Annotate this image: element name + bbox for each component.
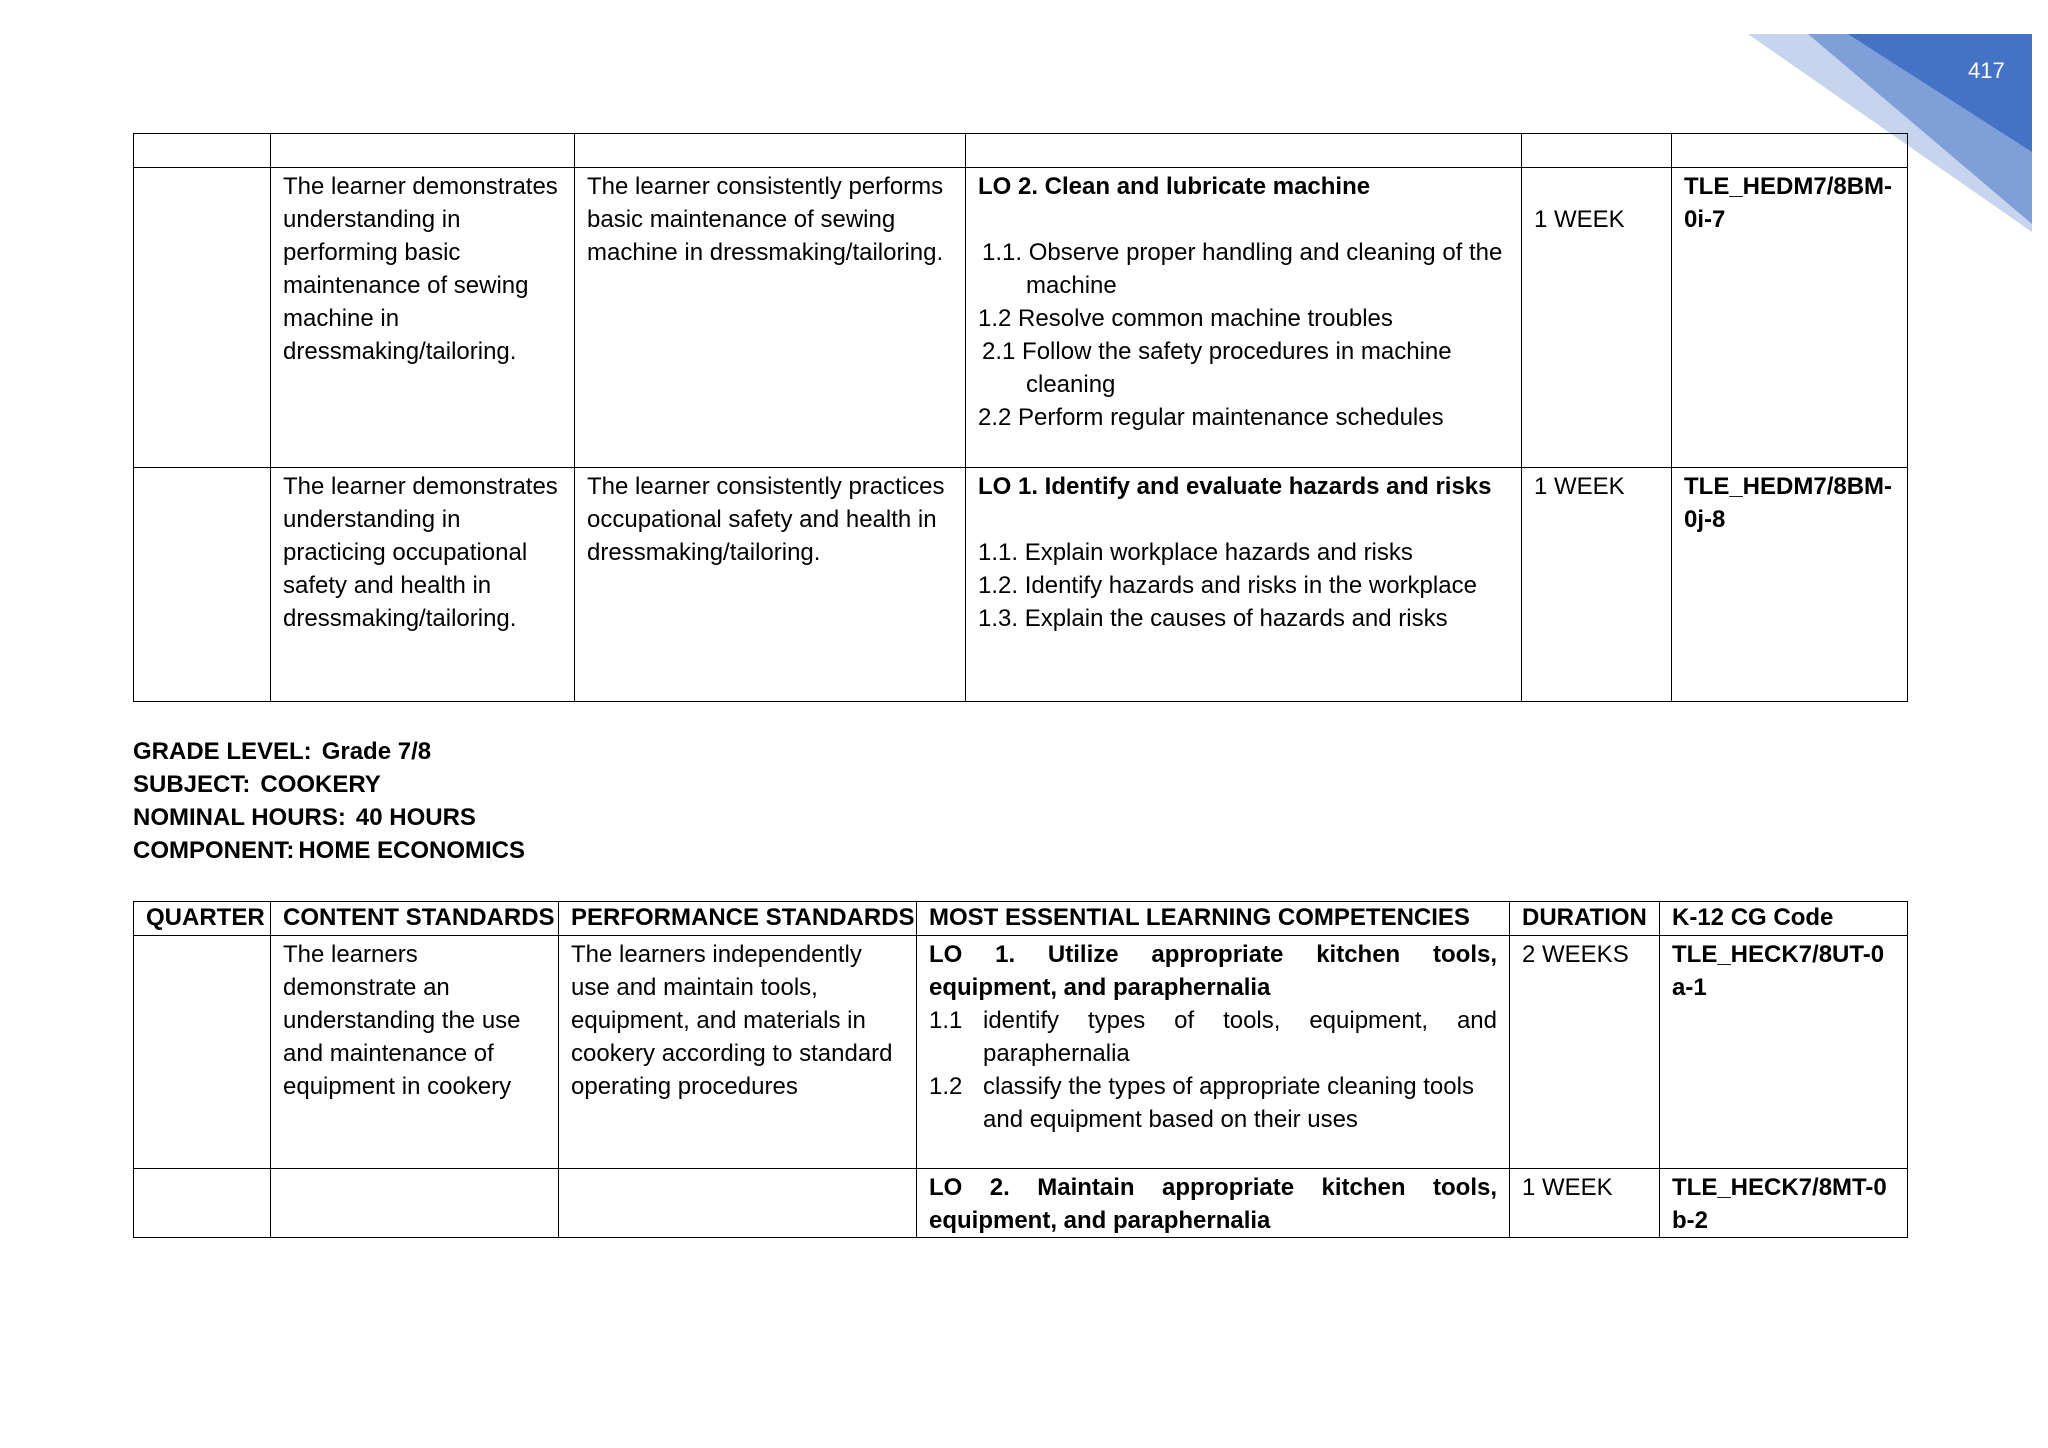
header-performance-standards: PERFORMANCE STANDARDS [559,902,917,936]
competencies-cell [917,1169,1510,1238]
cg-code: TLE_HECK7/8MT-0b-2 [1660,1169,1908,1238]
grade-level-line: GRADE LEVEL: Grade 7/8 [133,738,432,765]
performance-standard: The learner consistently practices occupational safety and health in dressmaking/tailoring. [575,468,966,702]
cookery-table [133,901,1908,1238]
performance-standard: The learner consistently performs basic maintenance of sewing machine in dressmaking/tailoring. [575,168,966,468]
dressmaking-table [133,133,1908,702]
lo-title: LO 2. Maintain appropriate kitchen tools, equipment, and paraphernalia [929,1174,1497,1234]
lo-title: LO 2. Clean and lubricate machine [978,173,1371,200]
header-quarter: QUARTER [134,902,271,936]
competency-item: 1.3. Explain the causes of hazards and risks [978,605,1448,632]
table-row [134,168,1908,468]
cg-code: TLE_HEDM7/8BM-0j-8 [1672,468,1908,702]
header-content-standards: CONTENT STANDARDS [271,902,559,936]
content-standard: The learner demonstrates understanding in performing basic maintenance of sewing machine in dressmaking/tailoring. [271,168,575,468]
table-header-row-empty [134,134,1908,168]
duration-cell: 1 WEEK [1522,468,1672,702]
competencies-cell [966,468,1522,702]
duration-cell: 2 WEEKS [1510,936,1660,1169]
competency-item: 1.1. Explain workplace hazards and risks [978,539,1413,566]
lo-title: LO 1. Identify and evaluate hazards and risks [978,473,1492,500]
performance-standard: The learners independently use and maintain tools, equipment, and materials in cookery according to standard operating procedures [559,936,917,1169]
competency-item: 1.2. Identify hazards and risks in the workplace [978,572,1477,599]
table-row [134,1169,1908,1238]
competency-item: 2.2 Perform regular maintenance schedules [978,404,1444,431]
table-row [134,936,1908,1169]
cg-code: TLE_HECK7/8UT-0a-1 [1660,936,1908,1169]
page-number: 417 [1968,58,2005,83]
quarter-cell [134,1169,271,1238]
table-header-row [134,902,1908,936]
content-standard: The learners demonstrate an understanding the use and maintenance of equipment in cookery [271,936,559,1169]
performance-standard [559,1169,917,1238]
component-line: COMPONENT: HOME ECONOMICS [133,837,526,864]
header-competencies: MOST ESSENTIAL LEARNING COMPETENCIES [917,902,1510,936]
quarter-cell [134,468,271,702]
table-row [134,468,1908,702]
competency-item: 1.1. Observe proper handling and cleaning of the machine [982,239,1503,299]
duration-cell: 1 WEEK [1522,168,1672,468]
quarter-cell [134,936,271,1169]
quarter-cell [134,168,271,468]
competency-item: 1.1 identify types of tools, equipment, and paraphernalia [929,1007,1497,1067]
cg-code: TLE_HEDM7/8BM-0i-7 [1672,168,1908,468]
competency-item: 2.1 Follow the safety procedures in machine cleaning [982,338,1452,398]
competencies-cell [917,936,1510,1169]
header-duration: DURATION [1510,902,1660,936]
subject-line: SUBJECT: COOKERY [133,771,381,798]
competency-item: 1.2 Resolve common machine troubles [978,305,1393,332]
nominal-hours-line: NOMINAL HOURS: 40 HOURS [133,804,476,831]
content-standard: The learner demonstrates understanding in practicing occupational safety and health in dressmaking/tailoring. [271,468,575,702]
duration-cell: 1 WEEK [1510,1169,1660,1238]
header-cg-code: K-12 CG Code [1660,902,1908,936]
grade-meta-block [133,735,525,867]
competency-item: 1.2 classify the types of appropriate cleaning tools and equipment based on their uses [929,1073,1474,1133]
competencies-cell [966,168,1522,468]
lo-title: LO 1. Utilize appropriate kitchen tools, equipment, and paraphernalia [929,941,1497,1001]
content-standard [271,1169,559,1238]
